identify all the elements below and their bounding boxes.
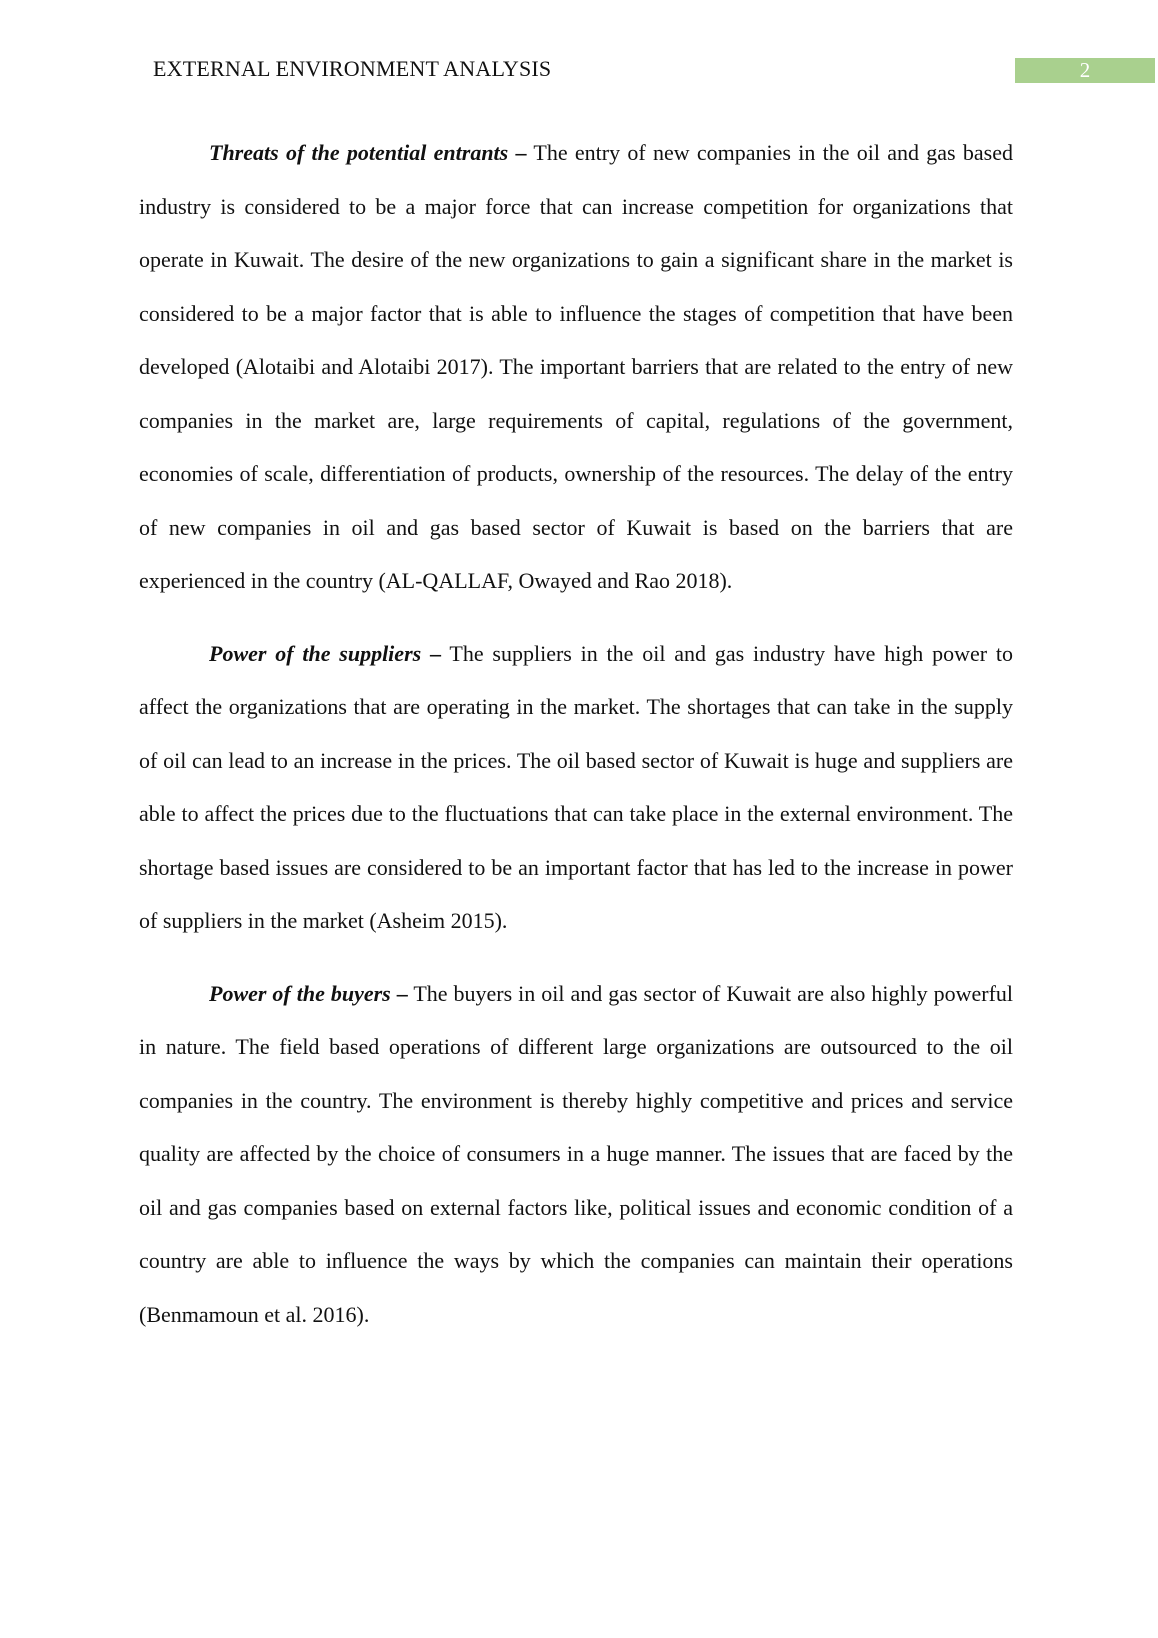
heading-dash: – (515, 140, 527, 165)
heading-dash: – (396, 980, 408, 1006)
paragraph-text: The entry of new companies in the oil and gas based industry is considered to be a major force that can increase competition for organizations that operate in Kuwait. The desire of the new organizations to gain a significant share in the market is considered to be a major factor that is able to influence the stages of competition that have been developed (Alotaibi and Alotaibi 2017). The important barriers that are related to the entry of new companies in the market are, large requirements of capital, regulations of the government, economies of scale, differentiation of products, ownership of the resources. The delay of the entry of new companies in oil and gas based sector of Kuwait is based on the barriers that are experienced in the country (AL-QALLAF, Owayed and Rao 2018). (139, 140, 1013, 593)
page-number-badge: 2 (1015, 58, 1155, 83)
paragraph-text: The buyers in oil and gas sector of Kuwait are also highly powerful in nature. The field based operations of different large organizations are outsourced to the oil companies in the country. The environment is thereby highly competitive and prices and service quality are affected by the choice of consumers in a huge manner. The issues that are faced by the oil and gas companies based on external factors like, political issues and economic condition of a country are able to influence the ways by which the companies can maintain their operations (Benmamoun et al. 2016). (139, 980, 1014, 1327)
paragraph-heading: Power of the suppliers (209, 640, 422, 666)
paragraph-threats-of-entrants (139, 126, 1013, 608)
paragraph-text: The suppliers in the oil and gas industry have high power to affect the organizations that are operating in the market. The shortages that can take in the supply of oil can lead to an increase in the prices. The oil based sector of Kuwait is huge and suppliers are able to affect the prices due to the fluctuations that can take place in the external environment. The shortage based issues are considered to be an important factor that has led to the increase in power of suppliers in the market (Asheim 2015). (139, 640, 1013, 933)
running-header-title: EXTERNAL ENVIRONMENT ANALYSIS (153, 56, 552, 81)
paragraph-heading: Threats of the potential entrants (209, 140, 509, 165)
paragraph-power-of-suppliers (139, 627, 1013, 948)
paragraph-heading: Power of the buyers (209, 980, 391, 1006)
paragraph-power-of-buyers (139, 967, 1013, 1342)
heading-dash: – (430, 640, 441, 666)
document-body (139, 126, 1013, 1360)
